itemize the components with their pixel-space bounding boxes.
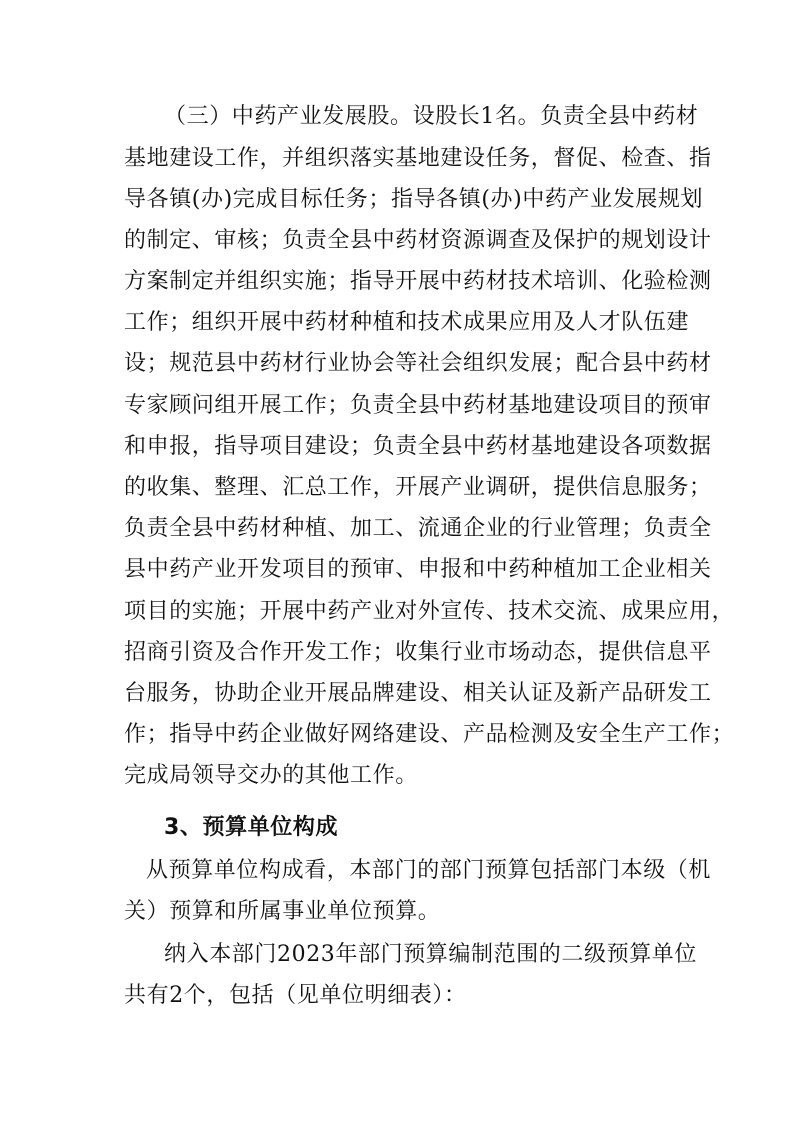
paragraph-line: 县中药产业开发项目的预审、申报和中药种植加工企业相关 (124, 557, 712, 582)
paragraph-line: 工作；组织开展中药材种植和技术成果应用及人才队伍建 (124, 310, 690, 335)
paragraph-line: 的收集、整理、汇总工作，开展产业调研，提供信息服务； (124, 475, 712, 500)
section-heading: 3、预算单位构成 (164, 815, 339, 840)
paragraph-line: 共有2个，包括（见单位明细表）： (124, 983, 467, 1008)
paragraph-line: 和申报，指导项目建设；负责全县中药材基地建设各项数据 (124, 434, 712, 459)
paragraph-line: 关）预算和所属事业单位预算。 (124, 899, 441, 924)
paragraph-line: 基地建设工作，并组织落实基地建设任务，督促、检查、指 (124, 146, 712, 171)
paragraph-line: （三）中药产业发展股。设股长1名。负责全县中药材 (164, 104, 699, 129)
paragraph-line: 方案制定并组织实施；指导开展中药材技术培训、化验检测 (124, 269, 712, 294)
paragraph-line: 招商引资及合作开发工作；收集行业市场动态，提供信息平 (124, 640, 712, 665)
paragraph-line: 项目的实施；开展中药产业对外宣传、技术交流、成果应用， (124, 599, 735, 624)
paragraph-line: 纳入本部门2023年部门预算编制范围的二级预算单位 (164, 942, 697, 967)
paragraph-line: 专家顾问组开展工作；负责全县中药材基地建设项目的预审 (124, 393, 712, 418)
paragraph-line: 导各镇(办)完成目标任务；指导各镇(办)中药产业发展规划 (124, 187, 704, 212)
paragraph-line: 从预算单位构成看，本部门的部门预算包括部门本级（机 (146, 858, 712, 883)
paragraph-line: 完成局领导交办的其他工作。 (124, 763, 418, 788)
paragraph-line: 台服务，协助企业开展品牌建设、相关认证及新产品研发工 (124, 681, 712, 706)
paragraph-line: 作；指导中药企业做好网络建设、产品检测及安全生产工作； (124, 722, 735, 747)
paragraph-line: 设；规范县中药材行业协会等社会组织发展；配合县中药材 (124, 351, 712, 376)
paragraph-line: 的制定、审核；负责全县中药材资源调查及保护的规划设计 (124, 228, 712, 253)
paragraph-line: 负责全县中药材种植、加工、流通企业的行业管理；负责全 (124, 516, 712, 541)
